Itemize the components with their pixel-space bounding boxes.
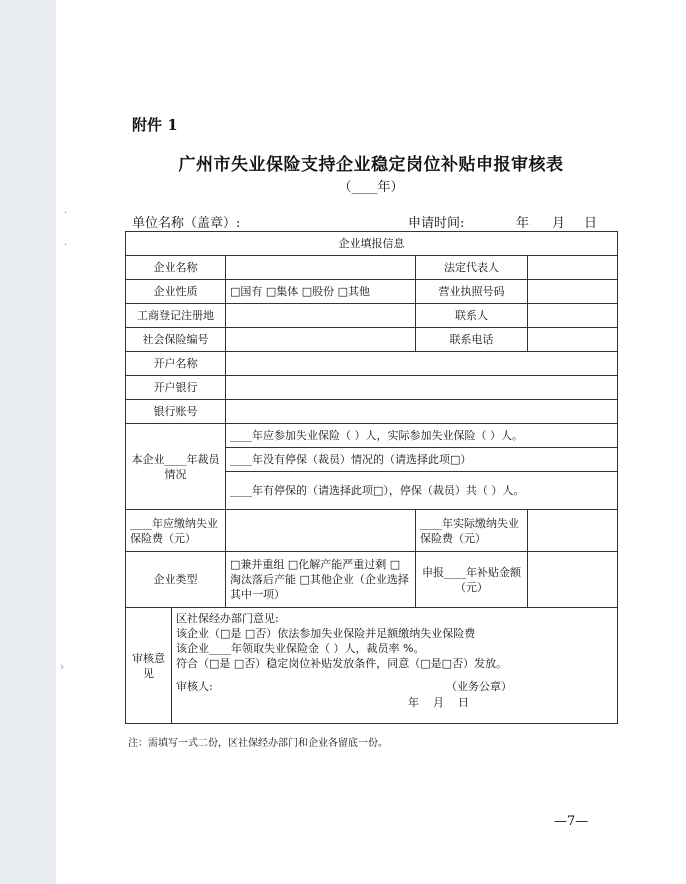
social-no-label: 社会保险编号	[126, 328, 226, 352]
account-no-field[interactable]	[226, 400, 618, 424]
audit-line-4[interactable]: 符合（□是 □否）稳定岗位补贴发放条件，同意（□是□否）发放。	[176, 657, 508, 670]
license-no-field[interactable]	[528, 280, 618, 304]
account-name-field[interactable]	[226, 352, 618, 376]
page-number: —7—	[554, 814, 589, 829]
social-no-field[interactable]	[226, 328, 416, 352]
subsidy-amount-label: 申报____年补贴金额（元）	[416, 552, 528, 608]
due-fee-field[interactable]	[226, 510, 416, 552]
audit-date: 年 月 日	[408, 696, 469, 709]
footer-note: 注：需填写一式二份，区社保经办部门和企业各留底一份。	[128, 738, 388, 749]
attachment-label: 附件 1	[132, 116, 178, 134]
account-no-label: 银行账号	[126, 400, 226, 424]
scan-mark: ·	[64, 208, 68, 219]
audit-line-2[interactable]: 该企业（□是 □否）依法参加失业保险并足额缴纳失业保险费	[176, 627, 476, 640]
auditor-label: 审核人:	[176, 680, 213, 693]
company-nature-label: 企业性质	[126, 280, 226, 304]
application-form-table	[125, 231, 618, 724]
company-type-options[interactable]: □兼并重组 □化解产能严重过剩 □淘汰落后产能 □其他企业（企业选择其中一项）	[226, 552, 416, 608]
phone-field[interactable]	[528, 328, 618, 352]
audit-label: 审核意见	[126, 608, 172, 724]
form-subtitle: （____年）	[338, 180, 404, 195]
due-fee-label: ____年应缴纳失业保险费（元）	[126, 510, 226, 552]
bank-label: 开户银行	[126, 376, 226, 400]
bank-field[interactable]	[226, 376, 618, 400]
phone-label: 联系电话	[416, 328, 528, 352]
apply-month: 月	[552, 216, 566, 231]
audit-opinion	[172, 608, 618, 724]
subsidy-amount-field[interactable]	[528, 552, 618, 608]
company-name-label: 企业名称	[126, 256, 226, 280]
license-no-label: 营业执照号码	[416, 280, 528, 304]
scan-mark: ›	[60, 662, 64, 673]
legal-rep-field[interactable]	[528, 256, 618, 280]
actual-fee-label: ____年实际缴纳失业保险费（元）	[416, 510, 528, 552]
section-title: 企业填报信息	[126, 232, 618, 256]
apply-day: 日	[584, 216, 598, 231]
form-title: 广州市失业保险支持企业稳定岗位补贴申报审核表	[178, 155, 564, 175]
layoff-row-3[interactable]: ____年有停保的（请选择此项□），停保（裁员）共（ ）人。	[226, 472, 618, 510]
actual-fee-field[interactable]	[528, 510, 618, 552]
reg-place-field[interactable]	[226, 304, 416, 328]
account-name-label: 开户名称	[126, 352, 226, 376]
company-type-label: 企业类型	[126, 552, 226, 608]
audit-line-1: 区社保经办部门意见:	[176, 612, 279, 625]
company-nature-options[interactable]: □国有 □集体 □股份 □其他	[226, 280, 416, 304]
audit-line-3[interactable]: 该企业____年领取失业保险金（ ）人，裁员率 %。	[176, 642, 425, 655]
audit-signature-area	[176, 675, 613, 709]
company-name-field[interactable]	[226, 256, 416, 280]
layoff-row-2[interactable]: ____年没有停保（裁员）情况的（请选择此项□）	[226, 448, 618, 472]
apply-time-label: 申请时间:	[408, 216, 465, 231]
unit-name-label: 单位名称（盖章）:	[132, 216, 241, 231]
apply-year: 年	[516, 216, 530, 231]
contact-label: 联系人	[416, 304, 528, 328]
layoff-label: 本企业____年裁员情况	[126, 424, 226, 510]
scan-mark: ·	[64, 240, 68, 251]
layoff-row-1[interactable]: ____年应参加失业保险（ ）人，实际参加失业保险（ ）人。	[226, 424, 618, 448]
document-page	[56, 0, 686, 884]
contact-field[interactable]	[528, 304, 618, 328]
reg-place-label: 工商登记注册地	[126, 304, 226, 328]
legal-rep-label: 法定代表人	[416, 256, 528, 280]
official-seal-label: （业务公章）	[446, 680, 512, 693]
